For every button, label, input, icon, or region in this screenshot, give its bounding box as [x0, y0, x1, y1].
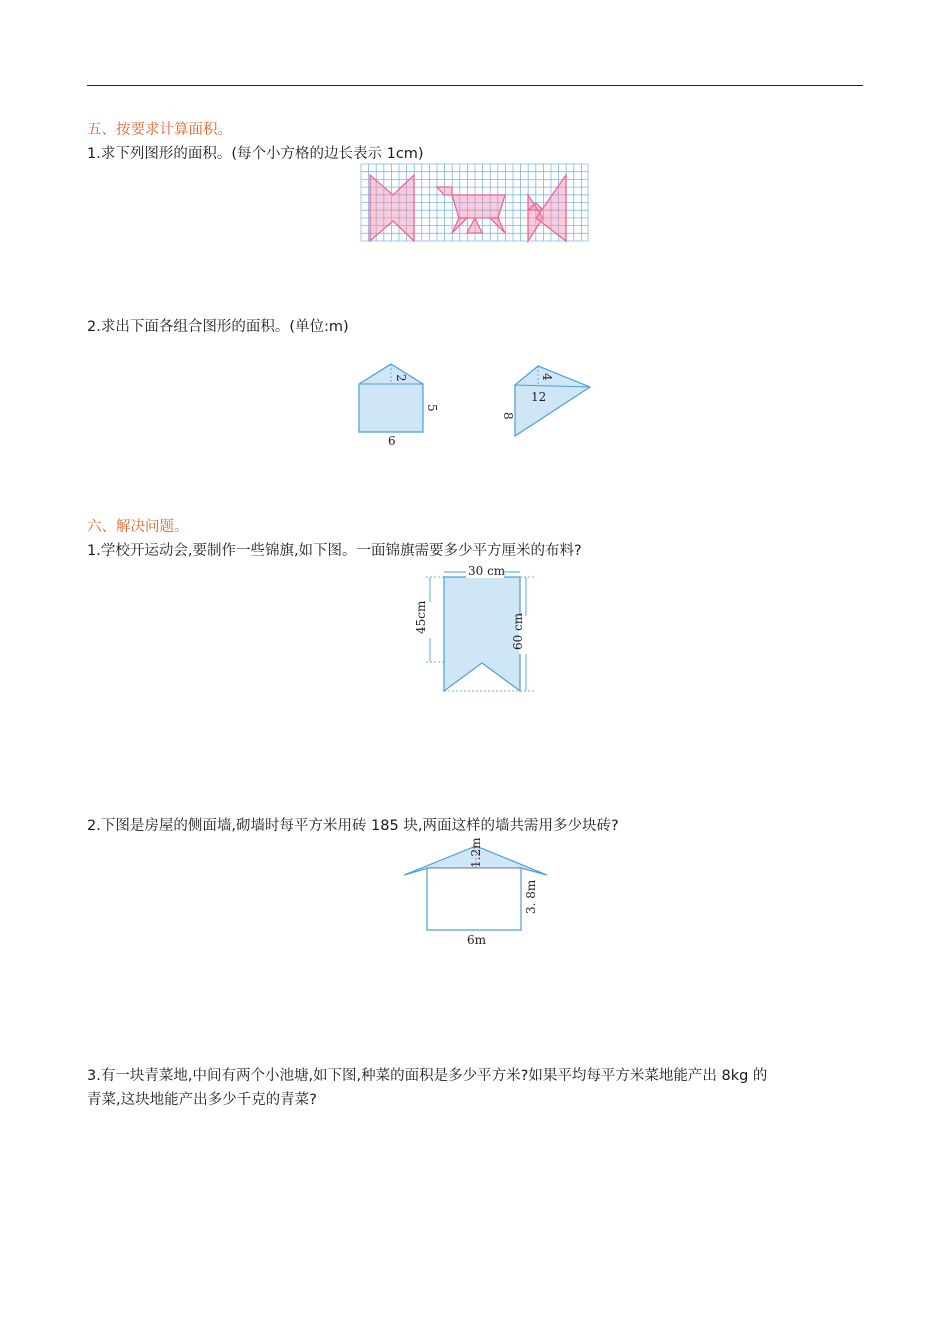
label-roof-1-2m: 1.2m — [469, 837, 483, 868]
top-rule — [87, 85, 863, 86]
question-6-2: 2.下图是房屋的侧面墙,砌墙时每平方米用砖 185 块,两面这样的墙共需用多少块砖? — [87, 818, 619, 834]
composite-figure-b — [498, 360, 598, 440]
question-6-3-line1: 3.有一块青菜地,中间有两个小池塘,如下图,种菜的面积是多少平方米?如果平均每平方米菜地能产出 8kg 的 — [87, 1068, 768, 1084]
composite-figure-a — [355, 360, 445, 452]
label-right-60cm: 60 cm — [511, 612, 525, 650]
question-5-2: 2.求出下面各组合图形的面积。(单位:m) — [87, 319, 349, 335]
flag-figure — [412, 560, 542, 700]
cart-body — [452, 195, 505, 218]
label-width-30cm: 30 cm — [468, 564, 506, 578]
question-5-1: 1.求下列图形的面积。(每个小方格的边长表示 1cm) — [87, 146, 424, 162]
question-6-3-line2: 青菜,这块地能产出多少千克的青菜? — [87, 1092, 317, 1108]
label-top-12: 12 — [531, 390, 547, 404]
label-base-6m: 6m — [467, 933, 487, 947]
bowtie-shape — [370, 175, 414, 241]
section6-title: 六、解决问题。 — [87, 519, 189, 535]
grid-figures — [360, 163, 590, 243]
label-side-5: 5 — [425, 404, 439, 412]
label-height-4: 4 — [540, 373, 554, 381]
cart-top-piece — [437, 187, 452, 195]
label-left-45cm: 45cm — [414, 600, 428, 634]
house-wall-figure — [400, 838, 550, 948]
question-6-1: 1.学校开运动会,要制作一些锦旗,如下图。一面锦旗需要多少平方厘米的布料? — [87, 543, 582, 559]
section5-title: 五、按要求计算面积。 — [87, 122, 232, 138]
label-wall-3-8m: 3. 8m — [524, 879, 538, 914]
label-height-2: 2 — [394, 374, 408, 382]
label-base-6: 6 — [388, 434, 396, 448]
label-side-8: 8 — [501, 412, 515, 420]
